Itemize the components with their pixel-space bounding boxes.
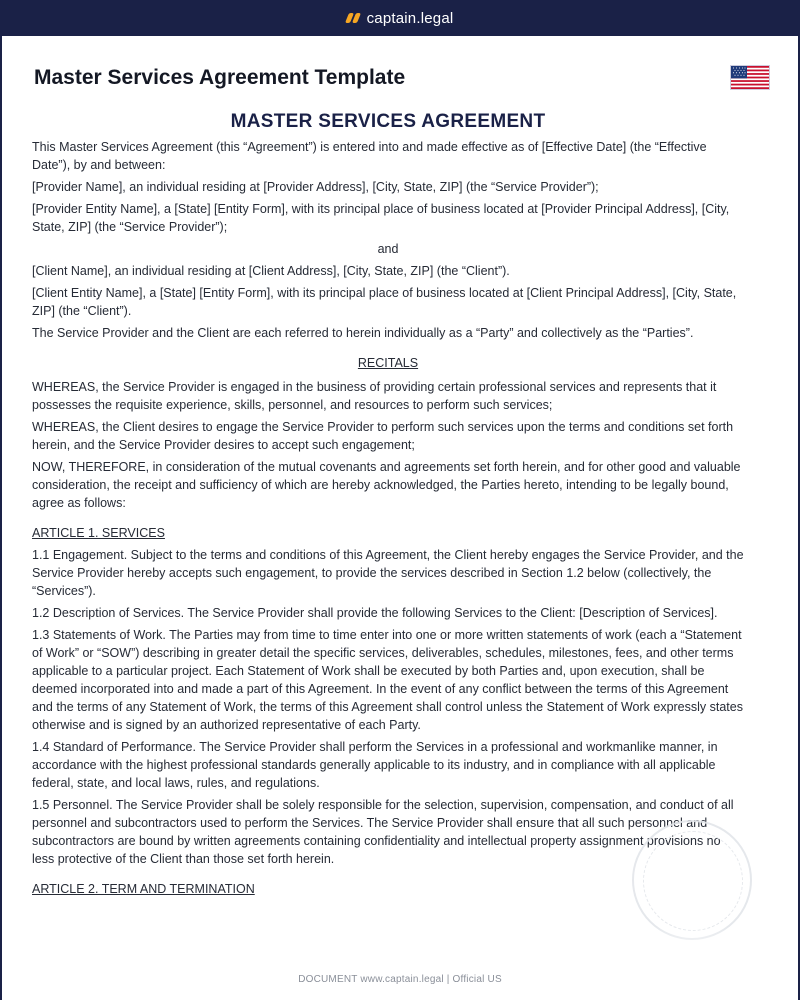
section-1-3: 1.3 Statements of Work. The Parties may from time to time enter into one or more written statements of work (each a “Statement of Work” or “SOW”) describing in greater detail the specific services, deliverables, schedules, milestones, fees, and other terms applicable to a particular project. Each Statement of Work shall be executed by both Parties and, upon execution, shall be deemed incorporated into and made a part of this Agreement. In the event of any conflict between the terms of this Agreement and the terms of any Statement of Work, the terms of this Agreement shall control unless the Statement of Work expressly states otherwise and is signed by an authorized representative of each Party. xyxy=(32,628,743,732)
content-fade xyxy=(2,926,798,966)
agreement-heading: MASTER SERVICES AGREEMENT xyxy=(230,111,546,132)
article-1-heading: ARTICLE 1. SERVICES xyxy=(32,526,165,540)
article-2-heading: ARTICLE 2. TERM AND TERMINATION xyxy=(32,882,255,896)
now-therefore-paragraph: NOW, THEREFORE, in consideration of the mutual covenants and agreements set forth herein, and for other good and valuable consideration, the receipt and sufficiency of which are hereby acknowledged, the Parties hereto, intending to be legally bound, agree as follows: xyxy=(32,460,741,510)
section-1-5: 1.5 Personnel. The Service Provider shall be solely responsible for the selection, supervision, compensation, and conduct of all personnel and subcontractors used to perform the Services. The Service Provider shall ensure that all such personnel and subcontractors are bound by written agreements containing confidentiality and intellectual property assignment provisions no less protective of the Client than those set forth herein. xyxy=(32,798,734,866)
top-bar xyxy=(0,0,800,36)
section-1-4: 1.4 Standard of Performance. The Service Provider shall perform the Services in a professional and workmanlike manner, in accordance with the highest professional standards generally applicable to its industry, and in compliance with all applicable federal, state, and local laws, rules, and regulations. xyxy=(32,740,718,790)
whereas-paragraph-1: WHEREAS, the Service Provider is engaged in the business of providing certain professional services and represents that it possesses the requisite experience, skills, personnel, and resources to perform such services; xyxy=(32,380,717,412)
brand-name[interactable]: captain.legal xyxy=(366,9,454,27)
recitals-heading: RECITALS xyxy=(357,356,419,370)
certification-seal-icon xyxy=(632,820,752,940)
provider-individual-paragraph: [Provider Name], an individual residing at [Provider Address], [City, State, ZIP] (the “Service Provider”); xyxy=(32,180,599,194)
captain-legal-logo-icon xyxy=(345,13,361,23)
document-frame xyxy=(0,36,800,1000)
client-entity-paragraph: [Client Entity Name], a [State] [Entity Form], with its principal place of business located at [Client Principal Address], [City, State, ZIP] (the “Client”). xyxy=(32,286,737,318)
client-individual-paragraph: [Client Name], an individual residing at [Client Address], [City, State, ZIP] (the “Client”). xyxy=(32,264,510,278)
section-1-1: 1.1 Engagement. Subject to the terms and conditions of this Agreement, the Client hereby engages the Service Provider, and the Service Provider hereby accepts such engagement, to provide the services described in Section 1.2 below (collectively, the “Services”). xyxy=(32,548,744,598)
section-1-2: 1.2 Description of Services. The Service Provider shall provide the following Services to the Client: [Description of Services]. xyxy=(32,606,718,620)
and-separator: and xyxy=(377,242,399,256)
page-title: Master Services Agreement Template xyxy=(34,66,406,89)
parties-paragraph: The Service Provider and the Client are each referred to herein individually as a “Party” and collectively as the “Parties”. xyxy=(32,326,694,340)
intro-paragraph: This Master Services Agreement (this “Agreement”) is entered into and made effective as of [Effective Date] (the “Effective Date”), by and between: xyxy=(32,140,707,172)
us-flag-icon[interactable] xyxy=(730,65,770,90)
document-body xyxy=(32,108,744,902)
footer-text: DOCUMENT www.captain.legal | Official US xyxy=(298,974,502,985)
whereas-paragraph-2: WHEREAS, the Client desires to engage the Service Provider to perform such services upon the terms and conditions set forth herein, and the Service Provider desires to accept such engagement; xyxy=(32,420,734,452)
provider-entity-paragraph: [Provider Entity Name], a [State] [Entity Form], with its principal place of business located at [Provider Principal Address], [City, State, ZIP] (the “Service Provider”); xyxy=(32,202,730,234)
